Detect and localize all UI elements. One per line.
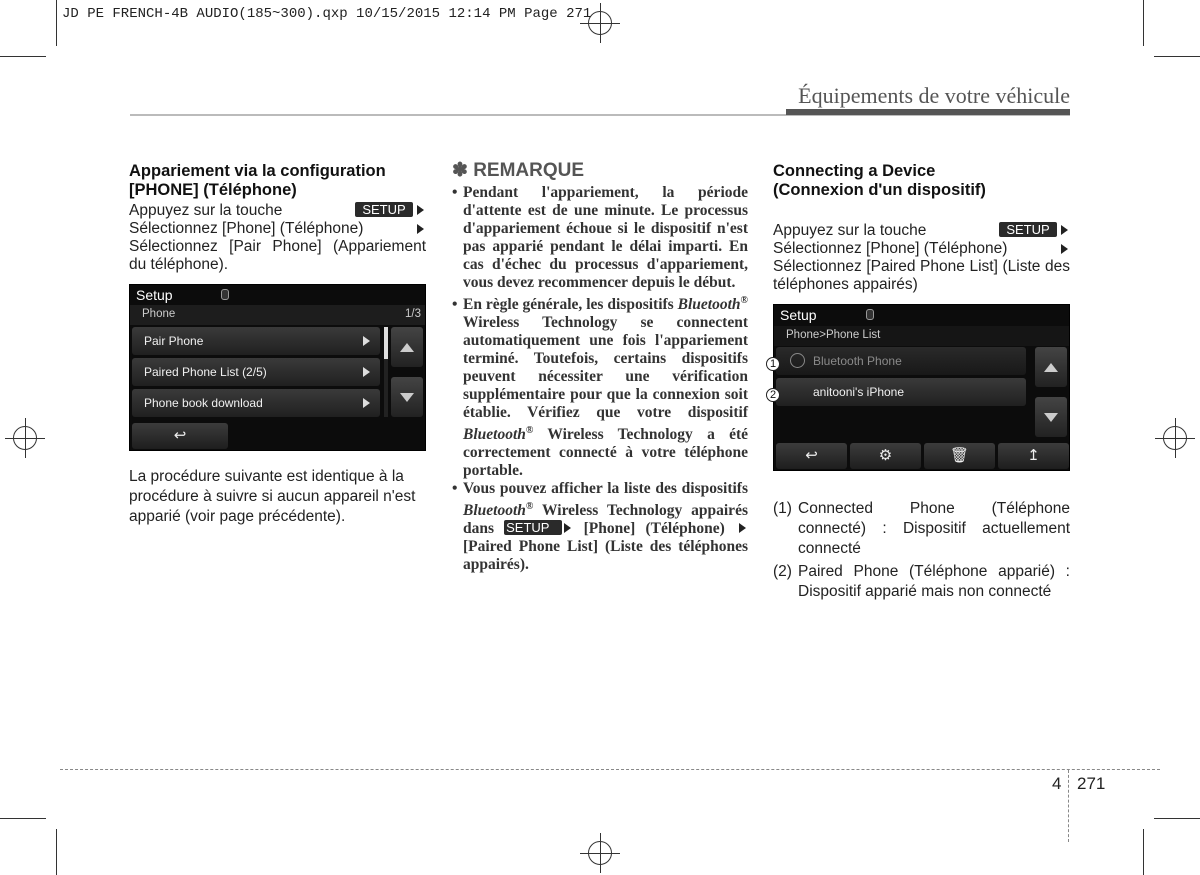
page-indicator: 1/3 [405, 308, 421, 320]
menu-item-pair-phone[interactable]: Pair Phone [132, 327, 380, 355]
screen-title: Setup [136, 287, 173, 303]
note-item: • Vous pouvez afficher la liste des dispositifs Bluetooth® Wireless Technology appairés dans SETUP [Phone] (Téléphone) [Paired Phone List] (Liste des téléphones appairés). [452, 480, 748, 574]
triangle-up-icon [1044, 363, 1058, 372]
registration-mark-left [5, 418, 45, 458]
screen-subheader: Phone 1/3 [130, 305, 425, 325]
setup-key-badge: SETUP [355, 202, 413, 217]
legend [773, 499, 1070, 602]
callout-2: 2 [766, 388, 780, 402]
delete-button[interactable]: 🗑 [924, 443, 995, 469]
bluetooth-icon [221, 289, 229, 300]
setup-screen [129, 284, 426, 451]
crop-mark [0, 818, 46, 819]
back-button[interactable]: ↩ [776, 443, 847, 469]
arrow-right-icon [1061, 244, 1068, 254]
crop-mark [56, 0, 57, 46]
chevron-right-icon [363, 367, 370, 377]
arrow-right-icon [1061, 225, 1068, 235]
section-heading: Connecting a Device (Connexion d'un dispositif) [773, 162, 986, 199]
arrow-right-icon [417, 205, 424, 215]
crop-mark [1143, 0, 1144, 46]
crop-mark [1154, 818, 1200, 819]
instructions: Appuyez sur la touche SETUP Sélectionnez [Phone] (Téléphone) Sélectionnez [Pair Phone] (Appariement du téléphone). [129, 202, 426, 273]
triangle-down-icon [400, 393, 414, 402]
registration-mark-bottom [580, 833, 620, 873]
note-list [452, 184, 748, 574]
menu-item-paired-phone-list[interactable]: Paired Phone List (2/5) [132, 358, 380, 386]
setup-key-badge: SETUP [504, 520, 562, 535]
print-slug: JD PE FRENCH-4B AUDIO(185~300).qxp 10/15/2015 12:14 PM Page 271 [62, 6, 592, 22]
note-item: • Pendant l'appariement, la période d'attente est de une minute. Le processus d'appariement échoue si le dispositif n'est pas apparié pendant le délai imparti. En cas d'échec du processus d'appariement, vous devez recommencer depuis le début. [452, 184, 748, 291]
registration-mark-right [1155, 418, 1195, 458]
bluetooth-settings-button[interactable]: ⚙ [850, 443, 921, 469]
arrow-right-icon [417, 224, 424, 234]
screen-title: Setup [780, 307, 817, 323]
scrollbar[interactable] [384, 327, 388, 417]
footer-rule [60, 769, 1160, 770]
callout-1: 1 [766, 357, 780, 371]
chevron-right-icon [363, 398, 370, 408]
note-title: ✽ REMARQUE [452, 160, 585, 181]
page-number: 271 [1077, 774, 1106, 793]
crop-mark [0, 56, 46, 57]
section-heading: Appariement via la configuration [PHONE] (Téléphone) [129, 162, 386, 199]
header-rule-accent [786, 109, 1070, 115]
setup-key-badge: SETUP [999, 222, 1057, 237]
device-row-paired[interactable]: anitooni's iPhone [776, 378, 1026, 406]
triangle-down-icon [1044, 413, 1058, 422]
footer-divider [1068, 770, 1069, 842]
legend-item: (2) Paired Phone (Téléphone apparié) : Dispositif apparié mais non connecté [773, 563, 1070, 600]
instructions: Appuyez sur la touche SETUP Sélectionnez [Phone] (Téléphone) Sélectionnez [Paired Phone List] (Liste des téléphones appairés) [773, 222, 1070, 293]
screen-breadcrumb: Phone>Phone List [774, 326, 1069, 346]
triangle-up-icon [400, 343, 414, 352]
arrow-right-icon [739, 523, 746, 533]
bluetooth-icon [866, 309, 874, 320]
column-right [769, 162, 1070, 602]
scroll-down-button[interactable] [1035, 397, 1067, 437]
column-left [129, 162, 426, 527]
play-circle-icon [790, 353, 805, 368]
chevron-right-icon [363, 336, 370, 346]
scroll-up-button[interactable] [1035, 347, 1067, 387]
back-button[interactable]: ↩ [132, 423, 228, 449]
legend-item: (1) Connected Phone (Téléphone connecté) : Dispositif actuellement connecté [773, 500, 1070, 557]
after-note: La procédure suivante est identique à la procédure à suivre si aucun appareil n'est apparié (voir page précédente). [129, 468, 416, 525]
menu-item-phone-book-download[interactable]: Phone book download [132, 389, 380, 417]
crop-mark [1154, 56, 1200, 57]
chapter-number: 4 [1052, 774, 1062, 793]
arrow-right-icon [564, 523, 571, 533]
device-row-connected[interactable]: Bluetooth Phone [776, 347, 1026, 375]
scroll-up-button[interactable] [391, 327, 423, 367]
column-middle [452, 160, 748, 574]
chapter-title: Équipements de votre véhicule [798, 83, 1070, 108]
phone-list-screen [769, 304, 1070, 471]
note-item: • En règle générale, les dispositifs Bluetooth® Wireless Technology se connectent automatiquement une fois l'appariement terminé. Toutefois, certains dispositifs peuvent nécessiter une vérification supplémentaire pour que la connexion soit établie. Vérifiez que votre dispositif Bluetooth® Wireless Technology a été correctement connecté à votre téléphone portable. [452, 295, 748, 480]
scroll-down-button[interactable] [391, 377, 423, 417]
priority-button[interactable]: ↥ [998, 443, 1069, 469]
crop-mark [56, 829, 57, 875]
crop-mark [1143, 829, 1144, 875]
